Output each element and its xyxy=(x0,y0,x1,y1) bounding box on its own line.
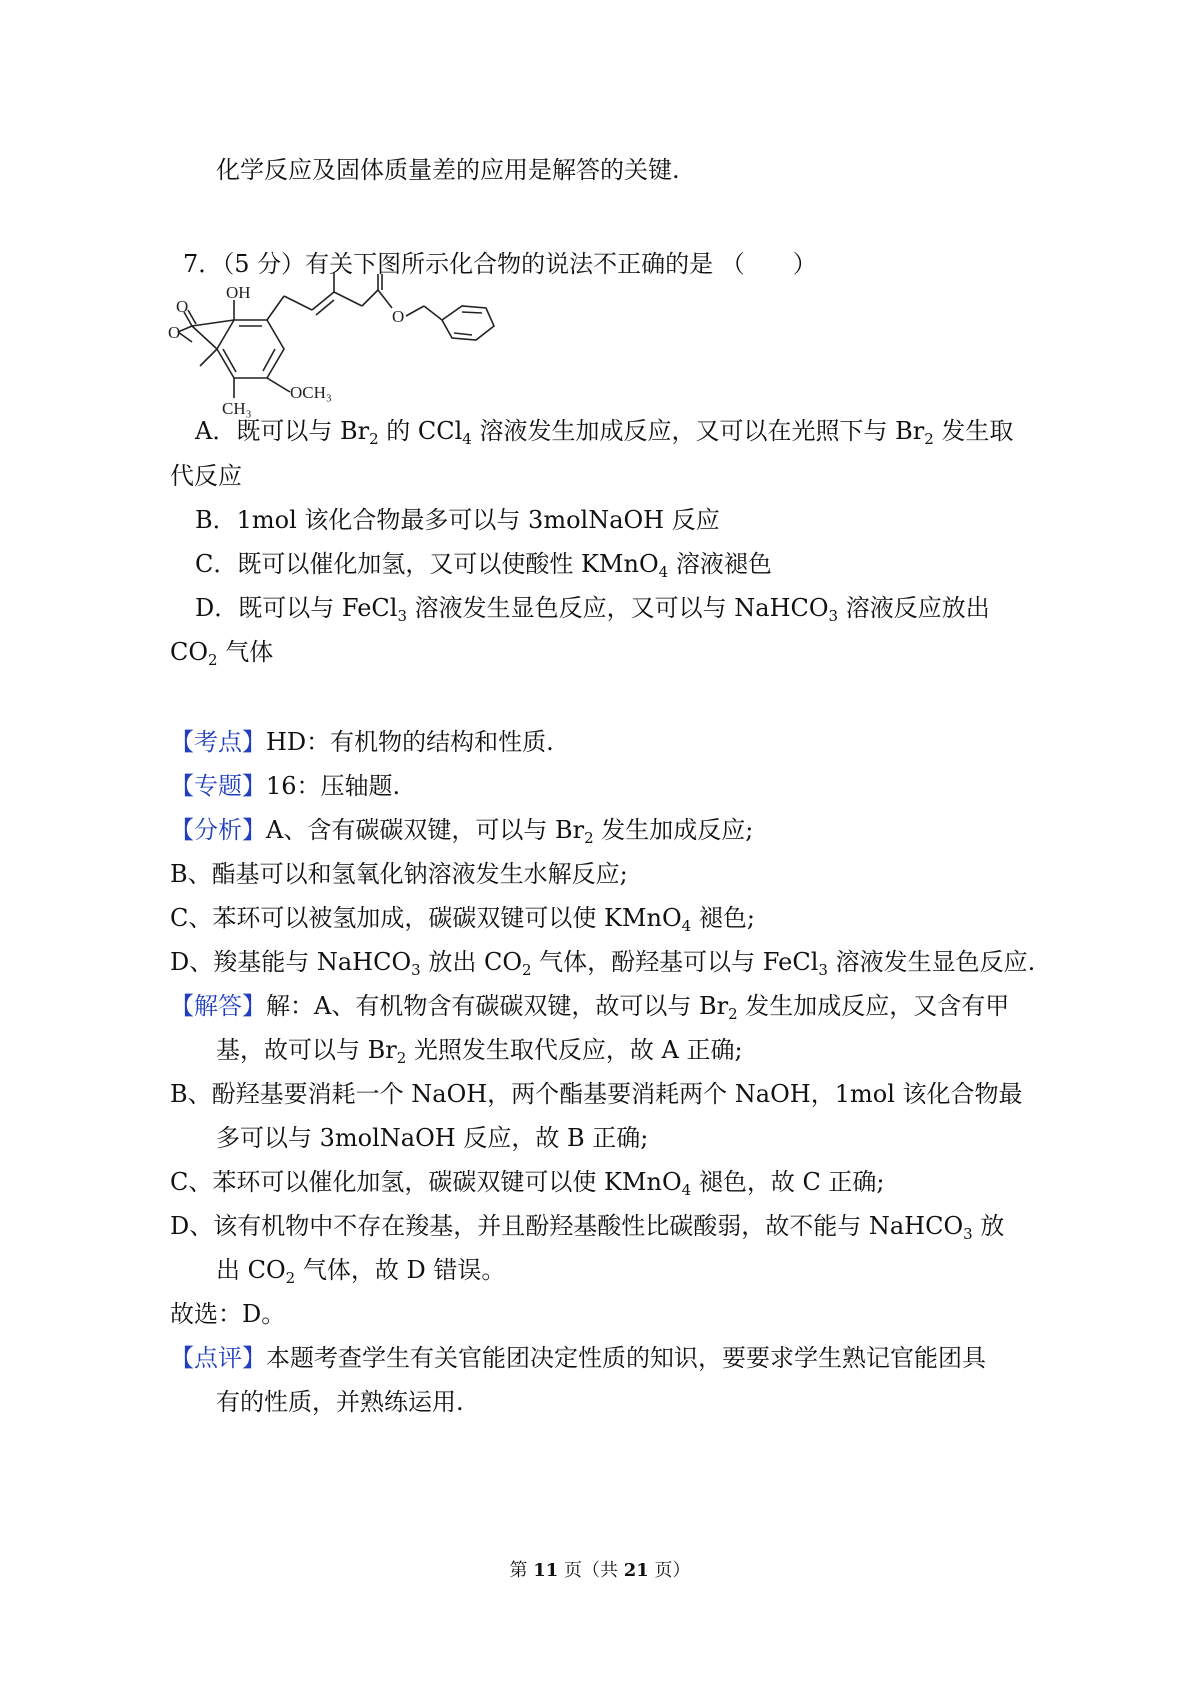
option-d-line2: $CO_2$ 气体 xyxy=(170,638,274,669)
fenxi-label: 【分析】 xyxy=(170,816,266,844)
label-o-ester: O xyxy=(392,307,405,326)
label-o-top: O xyxy=(176,297,189,316)
fenxi-line2: B、酯基可以和氢氧化钠溶液发生水解反应; xyxy=(170,860,628,888)
jieda-label: 【解答】 xyxy=(170,992,266,1020)
jieda-line1: 【解答】解：A、有机物含有碳碳双键，故可以与 $Br_2$ 发生加成反应，又含有甲 xyxy=(170,992,1010,1023)
chemical-structure xyxy=(168,283,532,418)
jieda-line8: 故选：D。 xyxy=(170,1300,286,1328)
label-ch3: CH₃ xyxy=(222,399,252,418)
jieda-line2: 基，故可以与 $Br_2$ 光照发生取代反应，故 A 正确; xyxy=(216,1036,743,1067)
dianping-line1: 【点评】本题考查学生有关官能团决定性质的知识，要要求学生熟记官能团具 xyxy=(170,1344,986,1372)
dianping-line2: 有的性质，并熟练运用. xyxy=(216,1388,464,1416)
structure-labels xyxy=(168,283,404,418)
option-b: B．1mol 该化合物最多可以与 3molNaOH 反应 xyxy=(195,506,720,534)
jieda-line7: 出 $CO_2$ 气体，故 D 错误。 xyxy=(216,1256,506,1287)
option-c: C．既可以催化加氢，又可以使酸性 KMnO$_4$ 溶液褪色 xyxy=(195,550,772,581)
fenxi-line1: 【分析】A、含有碳碳双键，可以与 $Br_2$ 发生加成反应; xyxy=(170,816,754,847)
kaodian-label: 【考点】 xyxy=(170,728,266,756)
zhuanti: 【专题】16：压轴题. xyxy=(170,772,401,800)
option-a-line1: A．既可以与 $Br_2$ 的 CCl$_4$ 溶液发生加成反应，又可以在光照下与 $Br_2$ 发生取 xyxy=(195,417,1014,448)
intro-line: 化学反应及固体质量差的应用是解答的关键. xyxy=(216,156,680,184)
kaodian: 【考点】HD：有机物的结构和性质. xyxy=(170,728,554,756)
jieda-line6: D、该有机物中不存在羧基，并且酚羟基酸性比碳酸弱，故不能与 NaHCO$_3$ 放 xyxy=(170,1212,1005,1243)
page-total: 21 xyxy=(623,1560,649,1581)
option-a-line2: 代反应 xyxy=(170,462,242,490)
question-stem: 7．（5 分）有关下图所示化合物的说法不正确的是 （ ） xyxy=(183,250,817,278)
zhuanti-label: 【专题】 xyxy=(170,772,266,800)
label-o-ring: O xyxy=(168,323,181,342)
label-och3: OCH₃ xyxy=(290,383,332,402)
page-footer: 第 11 页（共 21 页） xyxy=(509,1560,691,1581)
option-d-line1: D．既可以与 FeCl$_3$ 溶液发生显色反应，又可以与 NaHCO$_3$ 溶液反应放出 xyxy=(195,594,990,625)
label-oh: OH xyxy=(226,283,251,302)
jieda-line5: C、苯环可以催化加氢，碳碳双键可以使 KMnO$_4$ 褪色，故 C 正确; xyxy=(170,1168,885,1199)
fenxi-line3: C、苯环可以被氢加成，碳碳双键可以使 KMnO$_4$ 褪色; xyxy=(170,904,755,935)
dianping-label: 【点评】 xyxy=(170,1344,266,1372)
jieda-line3: B、酚羟基要消耗一个 NaOH，两个酯基要消耗两个 NaOH，1mol 该化合物最 xyxy=(170,1080,1023,1108)
jieda-line4: 多可以与 3molNaOH 反应，故 B 正确; xyxy=(216,1124,649,1152)
fenxi-line4: D、羧基能与 NaHCO$_3$ 放出 $CO_2$ 气体，酚羟基可以与 FeCl$_3$ 溶液发生显色反应. xyxy=(170,948,1036,979)
page-number: 11 xyxy=(533,1560,559,1581)
